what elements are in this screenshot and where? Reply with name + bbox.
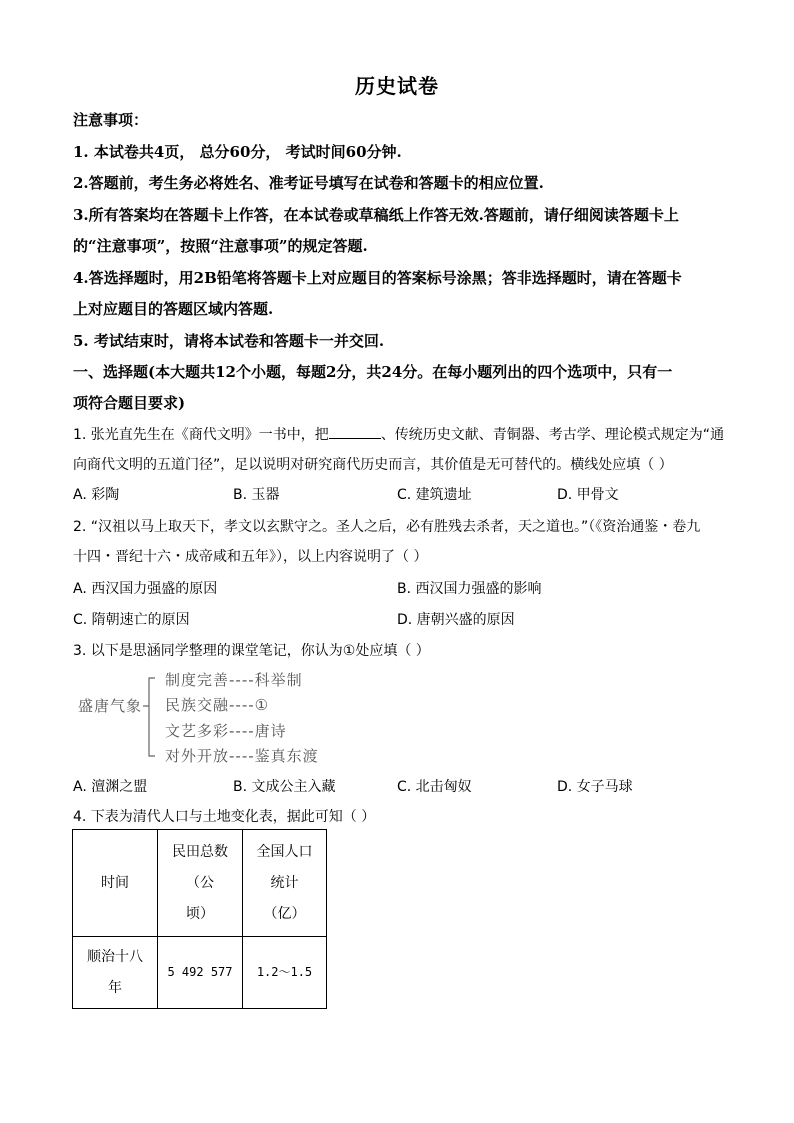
table-header-row bbox=[73, 830, 327, 937]
question-2-stem-cont: 十四・晋纪十六・成帝咸和五年》），以上内容说明了（ ） bbox=[73, 549, 428, 565]
cell-time: 顺治十八 年 bbox=[73, 937, 158, 1009]
section-heading-cont: 项符合题目要求) bbox=[73, 394, 186, 412]
q1-option-a: A. 彩陶 bbox=[73, 487, 120, 503]
q3-option-c: C. 北击匈奴 bbox=[397, 779, 472, 795]
page-title: 历史试卷 bbox=[355, 74, 439, 98]
q2-option-a: A. 西汉国力强盛的原因 bbox=[73, 581, 218, 597]
notice-item-3-cont: 的“注意事项”，按照“注意事项”的规定答题. bbox=[73, 237, 368, 255]
mindmap-root: 盛唐气象 bbox=[78, 697, 143, 715]
header-farmland: 民田总数 （公 顷） bbox=[158, 830, 243, 937]
q3-option-b: B. 文成公主入藏 bbox=[233, 779, 336, 795]
notice-item-3: 3.所有答案均在答题卡上作答，在本试卷或草稿纸上作答无效.答题前，请仔细阅读答题卡上 bbox=[73, 206, 679, 224]
question-1-stem-part-b: 、传统历史文献、青铜器、考古学、理论模式规定为“通 bbox=[380, 427, 725, 443]
mindmap-branch-culture: 文艺多彩----唐诗 bbox=[165, 722, 287, 740]
question-1-stem bbox=[73, 424, 733, 444]
question-2-stem: 2. “汉祖以马上取天下，孝文以玄默守之。圣人之后，必有胜残去杀者，天之道也。”（《资治通鉴・卷九 bbox=[73, 519, 701, 535]
header-population: 全国人口 统计 （亿） bbox=[243, 830, 327, 937]
q2-option-d: D. 唐朝兴盛的原因 bbox=[397, 612, 515, 628]
notice-item-4-cont: 上对应题目的答题区域内答题. bbox=[73, 300, 274, 318]
class-notes-mindmap bbox=[73, 668, 353, 768]
question-1-stem-cont: 向商代文明的五道门径”，足以说明对研究商代历史而言，其价值是无可替代的。横线处应填（ ） bbox=[73, 457, 673, 473]
question-4-stem: 4. 下表为清代人口与土地变化表，据此可知（ ） bbox=[73, 809, 376, 825]
notice-item-5: 5. 考试结束时，请将本试卷和答题卡一并交回. bbox=[73, 332, 385, 350]
notice-heading: 注意事项： bbox=[73, 111, 149, 129]
q1-option-c: C. 建筑遗址 bbox=[397, 487, 472, 503]
mindmap-branch-opening: 对外开放----鉴真东渡 bbox=[165, 747, 319, 765]
table-row bbox=[73, 937, 327, 1009]
q3-option-d: D. 女子马球 bbox=[557, 779, 633, 795]
answer-blank bbox=[329, 426, 381, 439]
q1-option-b: B. 玉器 bbox=[233, 487, 280, 503]
cell-population: 1.2～1.5 bbox=[243, 937, 327, 1009]
q2-option-c: C. 隋朝速亡的原因 bbox=[73, 612, 190, 628]
question-3-stem: 3. 以下是思涵同学整理的课堂笔记，你认为①处应填（ ） bbox=[73, 643, 430, 659]
header-time: 时间 bbox=[73, 830, 158, 937]
question-1-stem-part-a: 1. 张光直先生在《商代文明》一书中，把 bbox=[73, 427, 329, 443]
q2-option-b: B. 西汉国力强盛的影响 bbox=[397, 581, 542, 597]
mindmap-branch-ethnic: 民族交融----① bbox=[165, 696, 270, 714]
notice-item-1: 1. 本试卷共4页， 总分60分， 考试时间60分钟. bbox=[73, 143, 402, 161]
notice-item-2: 2.答题前，考生务必将姓名、准考证号填写在试卷和答题卡的相应位置. bbox=[73, 174, 544, 192]
mindmap-branch-system: 制度完善----科举制 bbox=[165, 671, 303, 689]
q1-option-d: D. 甲骨文 bbox=[557, 487, 619, 503]
q3-option-a: A. 澶渊之盟 bbox=[73, 779, 148, 795]
notice-item-4: 4.答选择题时，用2B铅笔将答题卡上对应题目的答案标号涂黑；答非选择题时，请在答题卡 bbox=[73, 269, 682, 287]
section-heading: 一、选择题(本大题共12个小题，每题2分，共24分。在每小题列出的四个选项中，只有一 bbox=[73, 363, 673, 381]
cell-farmland: 5 492 577 bbox=[158, 937, 243, 1009]
population-land-table bbox=[72, 829, 327, 1009]
